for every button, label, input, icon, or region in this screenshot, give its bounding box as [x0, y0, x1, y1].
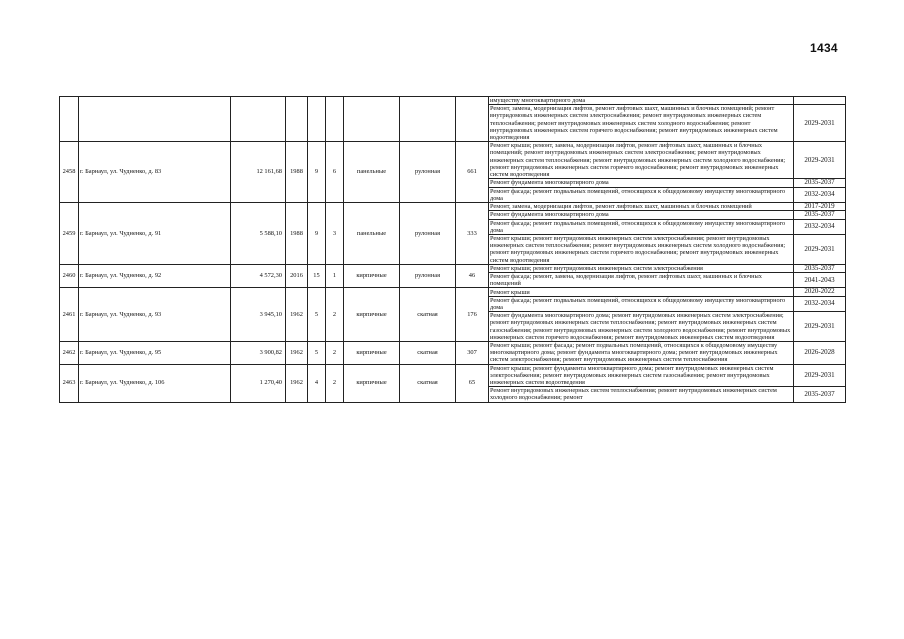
work-period: 2029-2031: [794, 364, 846, 387]
roof-type: рулонная: [400, 264, 456, 288]
work-period: 2035-2037: [794, 179, 846, 187]
roof-type: скатная: [400, 288, 456, 342]
work-description: Ремонт крыши; ремонт внутридомовых инженерных систем электроснабжения; ремонт внутридомовых инженерных систем теплоснабжения; ремонт внутридомовых инженерных систем холодного водоснабжения; ремонт внутридомовых инженерных систем горячего водоснабжения; ремонт внутридомовых инженерных систем водоотведения: [489, 234, 794, 264]
house-number: 2462: [60, 341, 79, 364]
house-address: г. Барнаул, ул. Чудненко, д. 106: [79, 364, 231, 402]
work-description: Ремонт фасада; ремонт подвальных помещений, относящихся к общедомовому имуществу многоквартирного дома: [489, 296, 794, 311]
table-row: [60, 341, 846, 364]
work-description: Ремонт, замена, модернизация лифтов, ремонт лифтовых шахт, машинных и блочных помещений: [489, 202, 794, 210]
continuation-cell: [456, 97, 489, 142]
table-row: [60, 288, 846, 296]
work-description: Ремонт фасада; ремонт подвальных помещений, относящихся к общедомовому имуществу многоквартирного дома: [489, 219, 794, 234]
work-period: 2035-2037: [794, 264, 846, 272]
continuation-cell: [344, 97, 400, 142]
work-description: Ремонт, замена, модернизация лифтов, ремонт лифтовых шахт, машинных и блочных помещений; ремонт внутридомовых инженерных систем электроснабжения; ремонт внутридомовых инженерных систем теплоснабжения; ремонт внутридомовых инженерных систем холодного водоснабжения; ремонт внутридомовых инженерных систем горячего водоснабжения; ремонт внутридомовых инженерных систем водоотведения: [489, 105, 794, 142]
resident-count: 307: [456, 341, 489, 364]
table-row: [60, 202, 846, 210]
roof-type: скатная: [400, 341, 456, 364]
work-period: 2035-2037: [794, 211, 846, 219]
entrance-count: 2: [326, 364, 344, 402]
work-period: 2032-2034: [794, 187, 846, 202]
work-description: Ремонт фундамента многоквартирного дома: [489, 211, 794, 219]
house-address: г. Барнаул, ул. Чудненко, д. 91: [79, 202, 231, 264]
work-description: Ремонт фасада; ремонт, замена, модернизация лифтов, ремонт лифтовых шахт, машинных и блочных помещений: [489, 273, 794, 288]
wall-material: кирпичные: [344, 288, 400, 342]
house-area: 3 900,82: [231, 341, 286, 364]
work-period: 2041-2043: [794, 273, 846, 288]
work-description: Ремонт фундамента многоквартирного дома: [489, 179, 794, 187]
work-period: 2026-2028: [794, 341, 846, 364]
house-address: г. Барнаул, ул. Чудненко, д. 83: [79, 142, 231, 203]
continuation-cell: [79, 97, 231, 142]
register-body: [60, 97, 846, 403]
house-number: 2460: [60, 264, 79, 288]
resident-count: 176: [456, 288, 489, 342]
continuation-cell: [286, 97, 308, 142]
work-period: 2029-2031: [794, 234, 846, 264]
floor-count: 9: [308, 142, 326, 203]
construction-year: 1988: [286, 142, 308, 203]
work-period: 2029-2031: [794, 312, 846, 342]
table-row: [60, 264, 846, 272]
house-number: 2463: [60, 364, 79, 402]
house-area: 12 161,68: [231, 142, 286, 203]
construction-year: 1962: [286, 288, 308, 342]
construction-year: 1988: [286, 202, 308, 264]
work-description: Ремонт фасада; ремонт подвальных помещений, относящихся к общедомовому имуществу многоквартирного дома: [489, 187, 794, 202]
continuation-cell: [60, 97, 79, 142]
table-row: [60, 364, 846, 387]
entrance-count: 1: [326, 264, 344, 288]
construction-year: 1962: [286, 364, 308, 402]
work-description: Ремонт крыши: [489, 288, 794, 296]
floor-count: 15: [308, 264, 326, 288]
continuation-cell: [400, 97, 456, 142]
construction-year: 1962: [286, 341, 308, 364]
continuation-cell: [326, 97, 344, 142]
work-description: Ремонт фундамента многоквартирного дома; ремонт внутридомовых инженерных систем электроснабжения; ремонт внутридомовых инженерных систем теплоснабжения; ремонт внутридомовых инженерных систем газоснабжения; ремонт внутридомовых инженерных систем холодного водоснабжения; ремонт внутридомовых инженерных систем горячего водоснабжения; ремонт внутридомовых инженерных систем водоотведения: [489, 312, 794, 342]
floor-count: 4: [308, 364, 326, 402]
resident-count: 333: [456, 202, 489, 264]
housing-repair-register-table: [59, 96, 846, 403]
entrance-count: 2: [326, 341, 344, 364]
house-area: 3 945,10: [231, 288, 286, 342]
work-description: Ремонт крыши; ремонт внутридомовых инженерных систем электроснабжения: [489, 264, 794, 272]
house-area: 1 270,40: [231, 364, 286, 402]
construction-year: 2016: [286, 264, 308, 288]
page-number: 1434: [810, 41, 838, 55]
work-period: 2032-2034: [794, 296, 846, 311]
entrance-count: 6: [326, 142, 344, 203]
floor-count: 9: [308, 202, 326, 264]
work-description: Ремонт крыши; ремонт, замена, модернизация лифтов, ремонт лифтовых шахт, машинных и блочных помещений; ремонт внутридомовых инженерных систем электроснабжения; ремонт внутридомовых инженерных систем теплоснабжения; ремонт внутридомовых инженерных систем холодного водоснабжения; ремонт внутридомовых инженерных систем горячего водоснабжения; ремонт внутридомовых инженерных систем водоотведения: [489, 142, 794, 179]
table-row: [60, 97, 846, 105]
house-area: 5 588,10: [231, 202, 286, 264]
resident-count: 661: [456, 142, 489, 203]
work-description: имуществу многоквартирного дома: [489, 97, 794, 105]
work-period: 2029-2031: [794, 105, 846, 142]
table-row: [60, 142, 846, 179]
entrance-count: 2: [326, 288, 344, 342]
house-number: 2458: [60, 142, 79, 203]
roof-type: скатная: [400, 364, 456, 402]
work-description: Ремонт крыши; ремонт фасада; ремонт подвальных помещений, относящихся к общедомовому имуществу многоквартирного дома; ремонт фундамента многоквартирного дома; ремонт внутридомовых инженерных систем электроснабжения; ремонт внутридомовых инженерных систем теплоснабжения: [489, 341, 794, 364]
house-number: 2459: [60, 202, 79, 264]
resident-count: 46: [456, 264, 489, 288]
wall-material: панельные: [344, 142, 400, 203]
roof-type: рулонная: [400, 142, 456, 203]
work-period: 2035-2037: [794, 387, 846, 402]
house-address: г. Барнаул, ул. Чудненко, д. 92: [79, 264, 231, 288]
house-address: г. Барнаул, ул. Чудненко, д. 95: [79, 341, 231, 364]
roof-type: рулонная: [400, 202, 456, 264]
wall-material: панельные: [344, 202, 400, 264]
house-address: г. Барнаул, ул. Чудненко, д. 93: [79, 288, 231, 342]
work-period: 2029-2031: [794, 142, 846, 179]
house-area: 4 572,30: [231, 264, 286, 288]
work-period: 2017-2019: [794, 202, 846, 210]
floor-count: 5: [308, 341, 326, 364]
work-period: [794, 97, 846, 105]
entrance-count: 3: [326, 202, 344, 264]
continuation-cell: [308, 97, 326, 142]
wall-material: кирпичные: [344, 264, 400, 288]
work-description: Ремонт внутридомовых инженерных систем теплоснабжения; ремонт внутридомовых инженерных систем холодного водоснабжения; ремонт: [489, 387, 794, 402]
work-period: 2020-2022: [794, 288, 846, 296]
floor-count: 5: [308, 288, 326, 342]
continuation-cell: [231, 97, 286, 142]
wall-material: кирпичные: [344, 341, 400, 364]
work-description: Ремонт крыши; ремонт фундамента многоквартирного дома; ремонт внутридомовых инженерных систем электроснабжения; ремонт внутридомовых инженерных систем газоснабжения; ремонт внутридомовых инженерных систем водоотведения: [489, 364, 794, 387]
house-number: 2461: [60, 288, 79, 342]
work-period: 2032-2034: [794, 219, 846, 234]
resident-count: 65: [456, 364, 489, 402]
wall-material: кирпичные: [344, 364, 400, 402]
